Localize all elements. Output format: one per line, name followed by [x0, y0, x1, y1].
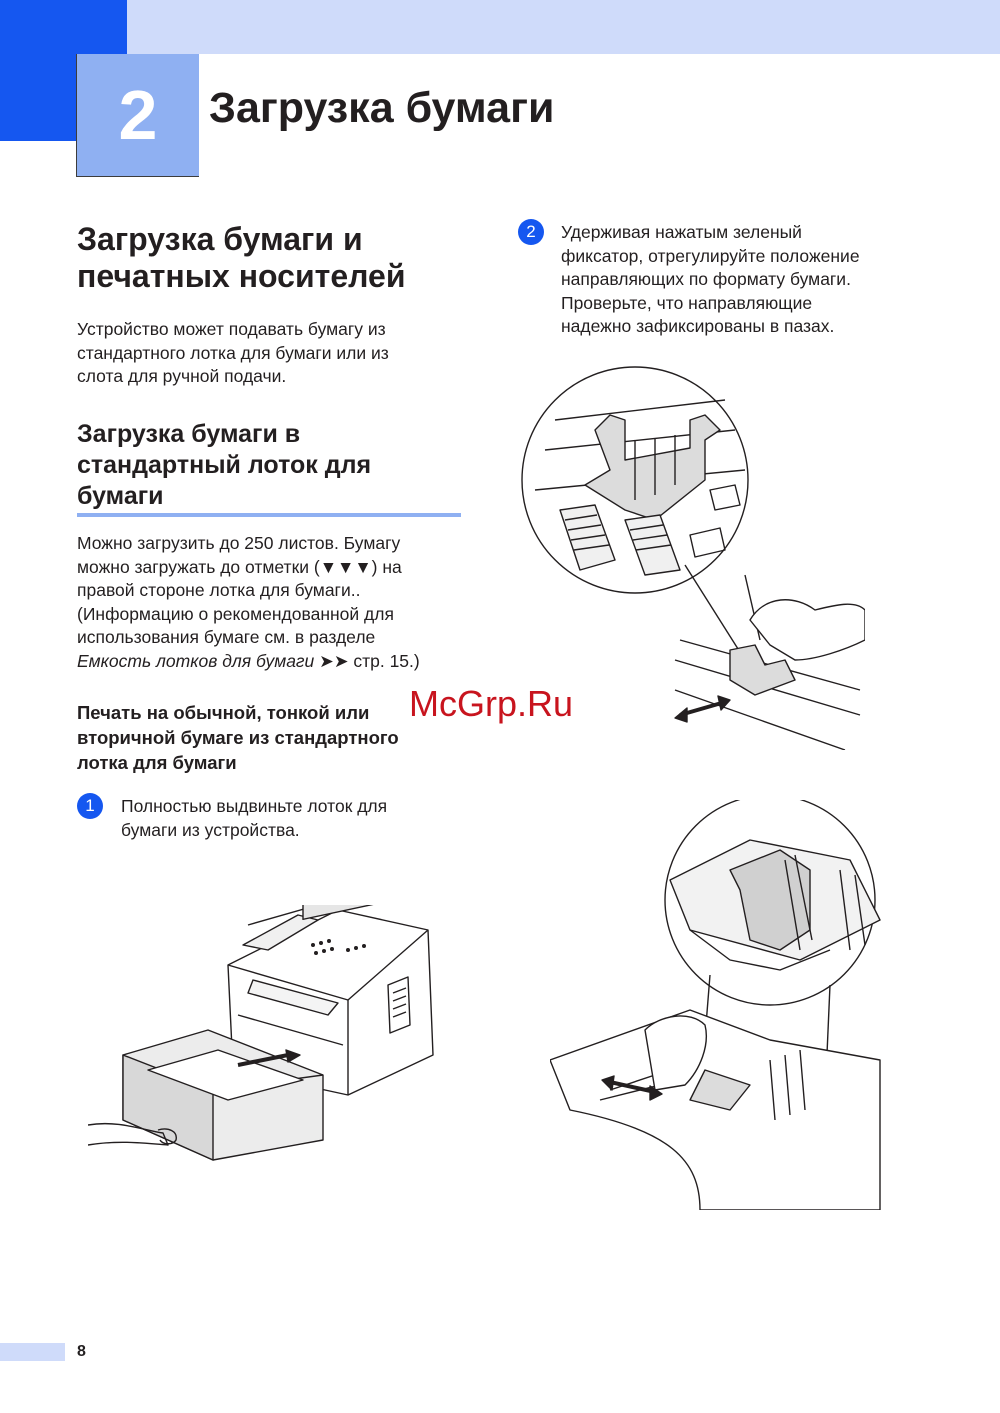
- section-title-line: Загрузка бумаги и: [77, 221, 363, 257]
- cross-reference-link[interactable]: Емкость лотков для бумаги: [77, 650, 315, 671]
- footer-band: [0, 1343, 65, 1361]
- subsection-title-line: стандартный лоток для: [77, 451, 372, 479]
- watermark: McGrp.Ru: [409, 683, 574, 724]
- chapter-number-box: [76, 54, 199, 177]
- step-2-badge: [518, 219, 544, 245]
- section-title-line: печатных носителей: [77, 258, 406, 294]
- step-line: бумаги из устройства.: [121, 819, 300, 840]
- step-2-text: [561, 221, 921, 339]
- chapter-title: Загрузка бумаги: [209, 84, 555, 132]
- procedure-heading-line: Печать на обычной, тонкой или: [77, 702, 370, 723]
- printer-tray-illustration: [88, 905, 448, 1165]
- page-reference: ➤➤ стр. 15.): [314, 650, 420, 671]
- guide-detail-illustration: [550, 800, 900, 1210]
- step-number: 1: [85, 796, 95, 815]
- step-1-text: [121, 795, 461, 842]
- page-number: 8: [77, 1343, 86, 1360]
- body-line: (Информацию о рекомендованной для: [77, 603, 394, 624]
- step-1-badge: [77, 793, 103, 819]
- step-line: Полностью выдвиньте лоток для: [121, 796, 388, 816]
- section-title: [77, 221, 405, 295]
- procedure-heading-line: вторичной бумаге из стандартного: [77, 727, 399, 748]
- procedure-heading: [77, 700, 399, 775]
- paper-guide-illustration: [515, 360, 865, 750]
- procedure-heading-line: лотка для бумаги: [77, 752, 237, 773]
- body-line: правой стороне лотка для бумаги..: [77, 580, 361, 600]
- intro-line: слота для ручной подачи.: [77, 366, 287, 386]
- step-line: надежно зафиксированы в пазах.: [561, 316, 835, 336]
- step-line: направляющих по формату бумаги.: [561, 269, 851, 289]
- body-line: можно загружать до отметки (▼▼▼) на: [77, 556, 402, 577]
- body-line: Можно загрузить до 250 листов. Бумагу: [77, 533, 401, 553]
- intro-line: Устройство может подавать бумагу из: [77, 319, 386, 339]
- subsection-title: [77, 419, 371, 512]
- subsection-rule: [77, 513, 461, 517]
- body-line: использования бумаге см. в разделе: [77, 627, 376, 647]
- chapter-number: 2: [118, 76, 158, 154]
- step-line: Проверьте, что направляющие: [561, 292, 813, 313]
- step-line: фиксатор, отрегулируйте положение: [561, 245, 860, 266]
- step-line: Удерживая нажатым зеленый: [561, 222, 802, 242]
- subsection-title-line: бумаги: [77, 482, 164, 510]
- section-intro: [77, 318, 467, 389]
- subsection-title-line: Загрузка бумаги в: [77, 420, 301, 448]
- step-number: 2: [526, 222, 536, 241]
- intro-line: стандартного лотка для бумаги или из: [77, 342, 389, 363]
- header-band: [0, 0, 1000, 54]
- subsection-body: [77, 532, 467, 673]
